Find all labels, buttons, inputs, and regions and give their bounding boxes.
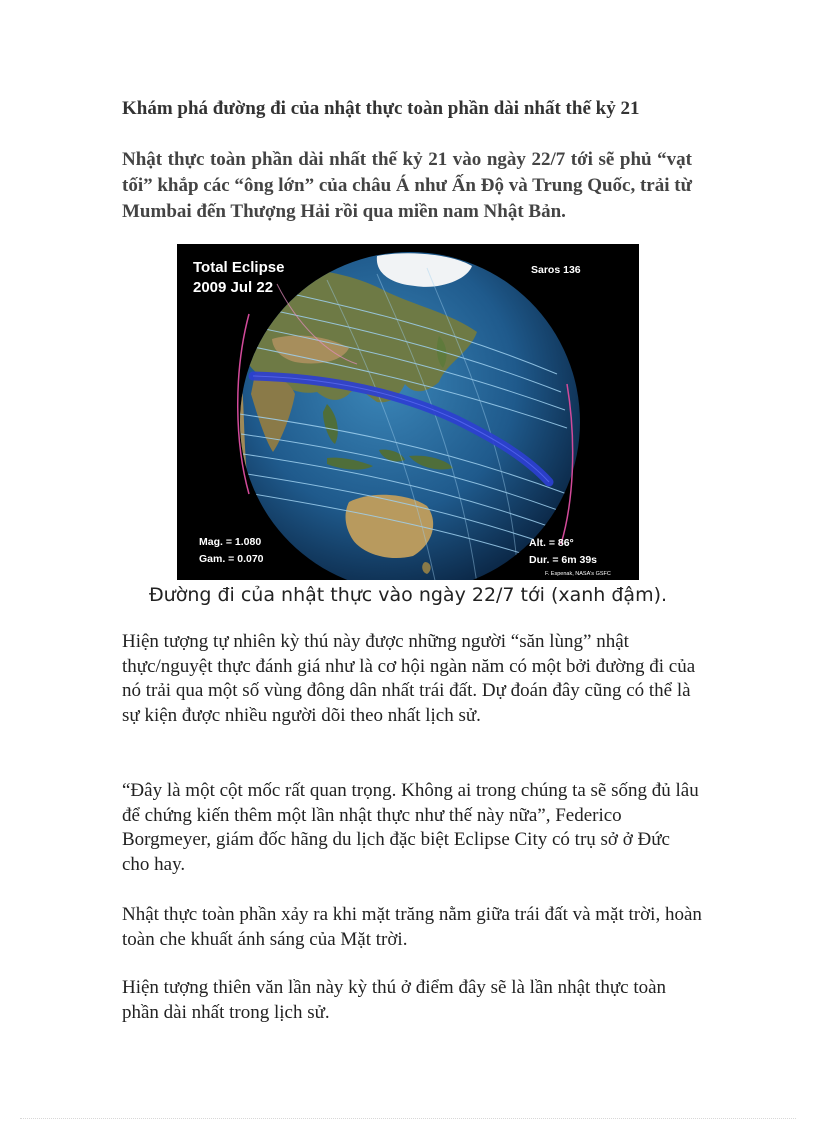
article-title: Khám phá đường đi của nhật thực toàn phần dài nhất thế kỷ 21	[122, 98, 640, 119]
figure-saros-label: Saros 136	[531, 264, 581, 276]
figure-heading-line1: Total Eclipse	[193, 259, 285, 276]
figure-duration: Dur. = 6m 39s	[529, 554, 597, 566]
figure-caption: Đường đi của nhật thực vào ngày 22/7 tới (xanh đậm).	[148, 584, 668, 606]
figure-magnitude: Mag. = 1.080	[199, 536, 262, 548]
body-paragraph-4: Hiện tượng thiên văn lần này kỳ thú ở điểm đây sẽ là lần nhật thực toàn phần dài nhất trong lịch sử.	[122, 977, 667, 1023]
figure-gamma: Gam. = 0.070	[199, 553, 264, 565]
figure-altitude: Alt. = 86°	[529, 537, 574, 549]
body-paragraph-1: Hiện tượng tự nhiên kỳ thú này được những người “săn lùng” nhật thực/nguyệt thực đánh giá như là cơ hội ngàn năm có một bởi đường đi của nó trải qua một số vùng đông dân nhất trái đất. Dự đoán đây cũng có thể là sự kiện được nhiều người dõi theo nhất lịch sử.	[122, 631, 696, 726]
body-paragraph-2: “Đây là một cột mốc rất quan trọng. Không ai trong chúng ta sẽ sống đủ lâu để chứng kiến thêm một lần nhật thực như thế này nữa”, Federico Borgmeyer, giám đốc hãng du lịch đặc biệt Eclipse City có trụ sở ở Đức cho hay.	[122, 780, 699, 875]
eclipse-globe-image	[177, 244, 639, 580]
page-bottom-divider	[20, 1118, 796, 1119]
article-lead: Nhật thực toàn phần dài nhất thế kỷ 21 vào ngày 22/7 tới sẽ phủ “vạt tối” khắp các “ông lớn” của châu Á như Ấn Độ và Trung Quốc, trải từ Mumbai đến Thượng Hải rồi qua miền nam Nhật Bản.	[122, 149, 692, 222]
eclipse-map-figure	[177, 244, 639, 580]
figure-credit: F. Espenak, NASA's GSFC	[545, 571, 611, 577]
figure-heading-line2: 2009 Jul 22	[193, 279, 274, 296]
body-paragraph-3: Nhật thực toàn phần xảy ra khi mặt trăng nằm giữa trái đất và mặt trời, hoàn toàn che khuất ánh sáng của Mặt trời.	[122, 904, 702, 950]
